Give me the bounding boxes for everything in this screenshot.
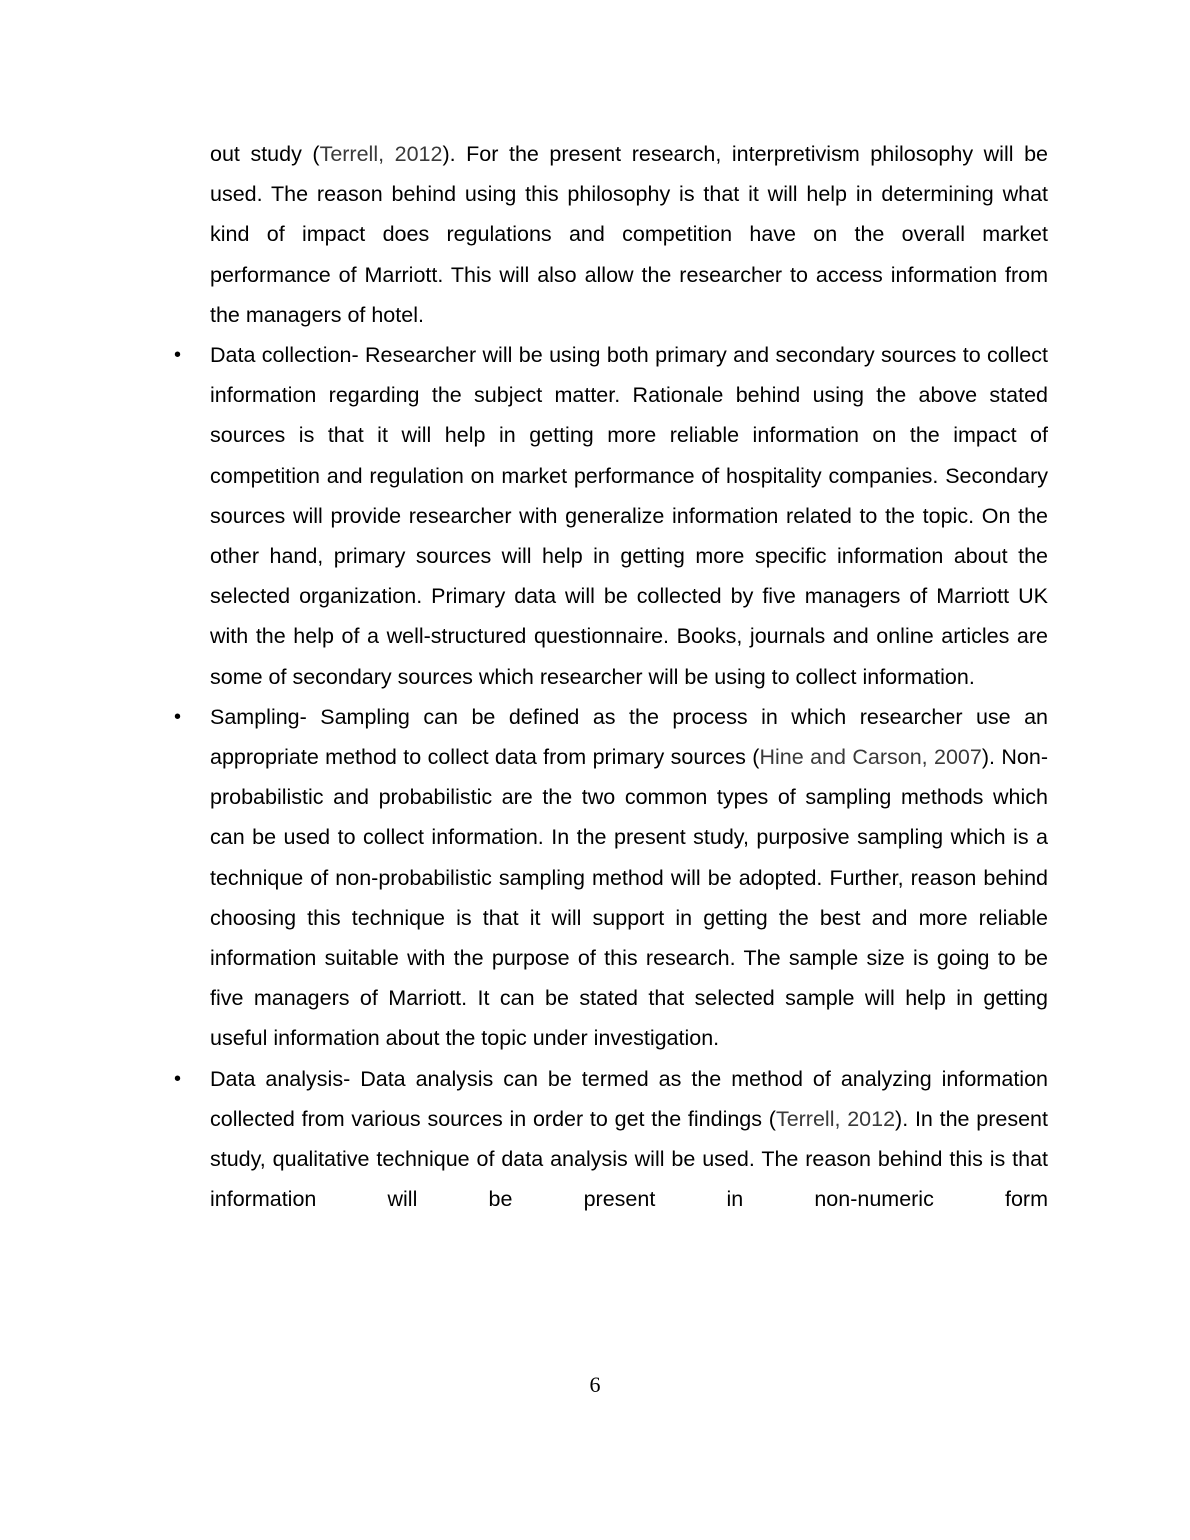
intro-text-start: out study ( bbox=[210, 142, 320, 166]
bullet-sampling-text-end: ). Non-probabilistic and probabilistic are the two common types of sampling methods which can be used to collect information. In the present study, purposive sampling which is a technique of non-probabilistic sampling method will be adopted. Further, reason behind choosing this technique is that it will support in getting the best and more reliable information suitable with the purpose of this research. The sample size is going to be five managers of Marriott. It can be stated that selected sample will help in getting useful information about the topic under investigation. bbox=[210, 745, 1048, 1051]
intro-text-end: ). For the present research, interpretivism philosophy will be used. The reason behind using this philosophy is that it will help in determining what kind of impact does regulations and competition have on the overall market performance of Marriott. This will also allow the researcher to access information from the managers of hotel. bbox=[210, 142, 1048, 327]
bullet-data-collection-text: Data collection- Researcher will be using both primary and secondary sources to collect information regarding the subject matter. Rationale behind using the above stated sources is that it will help in getting more reliable information on the impact of competition and regulation on market performance of hospitality companies. Secondary sources will provide researcher with generalize information related to the topic. On the other hand, primary sources will help in getting more specific information about the selected organization. Primary data will be collected by five managers of Marriott UK with the help of a well-structured questionnaire. Books, journals and online articles are some of secondary sources which researcher will be using to collect information. bbox=[210, 343, 1048, 689]
bullet-icon: • bbox=[174, 1067, 182, 1090]
body-text bbox=[174, 134, 1048, 1219]
page-number: 6 bbox=[589, 1372, 601, 1397]
bullet-icon: • bbox=[174, 344, 182, 367]
intro-paragraph bbox=[210, 134, 1048, 335]
bullet-data-collection bbox=[174, 335, 1048, 697]
citation-terrell-2012: Terrell, 2012 bbox=[775, 1106, 896, 1131]
citation-hine-carson-2007: Hine and Carson, 2007 bbox=[759, 745, 982, 770]
bullet-data-analysis-text-start: Data analysis- Data analysis can be termed as the method of analyzing information collected from various sources in order to get the findings ( bbox=[210, 1066, 1048, 1131]
bullet-sampling-text-start: Sampling- Sampling can be defined as the process in which researcher use an appropriate method to collect data from primary sources ( bbox=[210, 704, 1048, 770]
citation-terrell-2012: Terrell, 2012 bbox=[319, 142, 443, 166]
bullet-sampling bbox=[174, 697, 1048, 1059]
bullet-data-analysis-text-end: ). In the present study, qualitative technique of data analysis will be used. The reason behind this is that information will be present in non-numeric form bbox=[210, 1106, 1048, 1212]
bullet-icon: • bbox=[174, 705, 182, 728]
bullet-data-analysis bbox=[174, 1059, 1048, 1220]
